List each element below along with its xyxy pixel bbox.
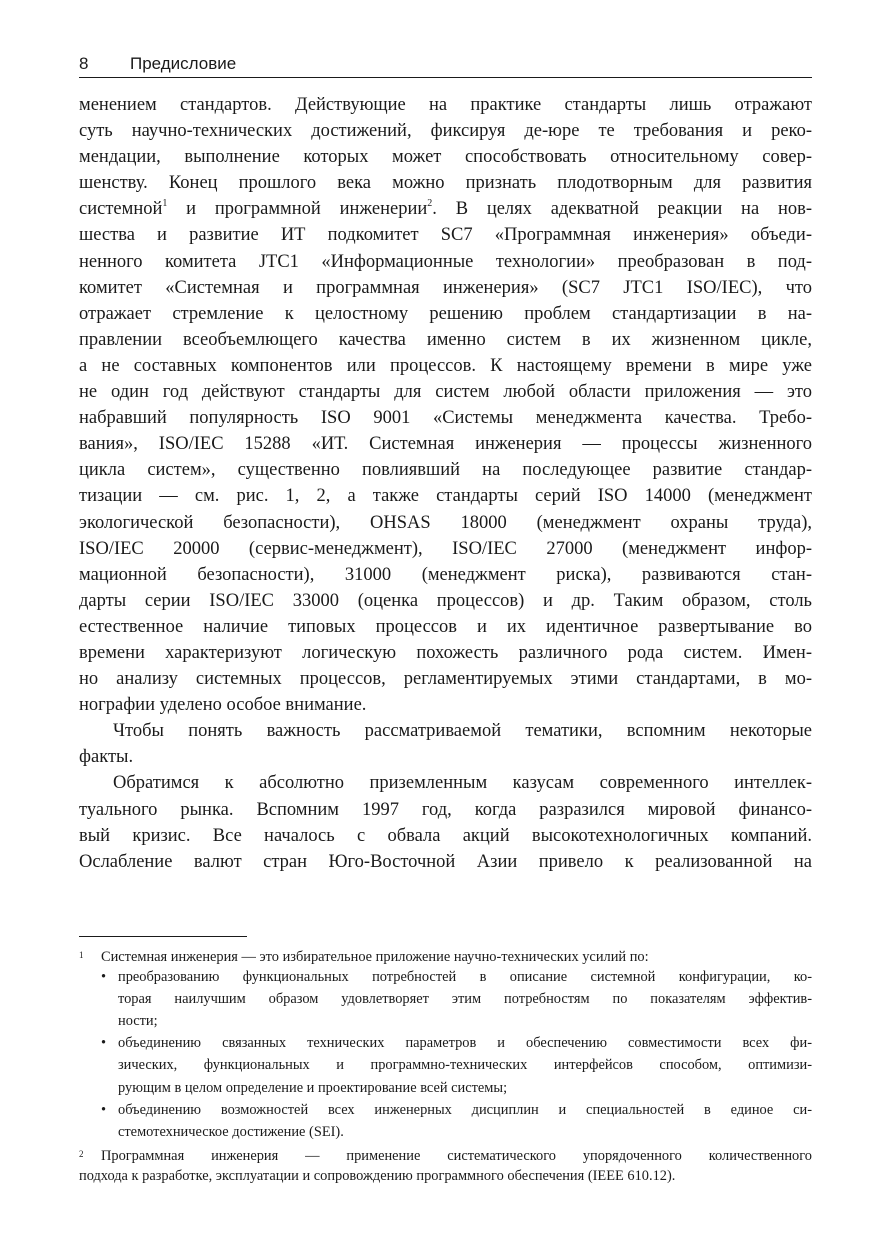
list-item-text: объединению возможностей всех инженерных дисциплин и специальностей в единое си- [118, 1101, 812, 1118]
text-line: факты. [79, 747, 134, 768]
text-fragment: системной [79, 199, 163, 220]
text-line: правлении всеобъемлющего качества именно систем в их жизненном цикле, [79, 329, 812, 350]
list-item-text: преобразованию функциональных потребностей в описание системной конфигурации, ко- [118, 969, 812, 986]
list-item-line: стемотехническое достижение (SEI). [118, 1123, 344, 1140]
list-item-line: ности; [118, 1013, 158, 1030]
footnotes [79, 944, 812, 1187]
text-line: Ослабление валют стран Юго-Восточной Азии привело к реализованной на [79, 851, 812, 872]
text-line: нографии уделено особое внимание. [79, 695, 367, 716]
text-line: не один год действуют стандарты для систем любой области приложения — это [79, 382, 812, 403]
main-text [79, 92, 812, 875]
section-title: Предисловие [130, 54, 237, 73]
text-line: набравший популярность ISO 9001 «Системы менеджмента качества. Требо- [79, 408, 812, 429]
list-item [79, 966, 812, 988]
bullet-icon: • [101, 969, 107, 986]
text-line: экологической безопасности), OHSAS 18000 (менеджмент охраны труда), [79, 512, 812, 533]
list-item-text: объединению связанных технических параметров и обеспечению совместимости всех фи- [118, 1035, 812, 1052]
footnote-text: Программная инженерия — применение систематического упорядоченного количественного [101, 1147, 812, 1164]
footnote-number: 1 [79, 950, 84, 960]
text-line: вания», ISO/IEC 15288 «ИТ. Системная инженерия — процессы жизненного [79, 434, 812, 455]
text-line: шенству. Конец прошлого века можно признать плодотворным для развития [79, 173, 812, 194]
footnote-1 [79, 944, 812, 966]
text-line: туального рынка. Вспомним 1997 год, когда разразился мировой финансо- [79, 799, 812, 820]
list-item-line: рующим в целом определение и проектирование всей системы; [118, 1079, 508, 1096]
list-item-line: торая наилучшим образом удовлетворяет этим потребностям по показателям эффектив- [118, 991, 812, 1008]
text-line: а не составных компонентов или процессов. К настоящему времени в мире уже [79, 355, 812, 376]
text-fragment: и программной инженерии [167, 199, 428, 220]
text-line: вый кризис. Все началось с обвала акций высокотехнологичных компаний. [79, 825, 812, 846]
text-line: комитет «Системная и программная инженерия» (SC7 JTC1 ISO/IEC), что [79, 277, 812, 298]
list-item [79, 1099, 812, 1121]
text-line: дарты серии ISO/IEC 33000 (оценка процессов) и др. Таким образом, столь [79, 590, 812, 611]
text-fragment: . В целях адекватной реакции на нов- [432, 199, 812, 220]
page-number: 8 [79, 54, 89, 73]
text-line: мационной безопасности), 31000 (менеджмент риска), развиваются стан- [79, 564, 812, 585]
text-line: суть научно-технических достижений, фиксируя де-юре те требования и реко- [79, 121, 812, 142]
footnote-text: Системная инженерия — это избирательное приложение научно-технических усилий по: [101, 949, 649, 965]
footnote-number: 2 [79, 1148, 84, 1159]
text-line: тизации — см. рис. 1, 2, а также стандарты серий ISO 14000 (менеджмент [79, 486, 812, 507]
text-line: шества и развитие ИТ подкомитет SC7 «Программная инженерия» объеди- [79, 225, 812, 246]
text-line: естественное наличие типовых процессов и их идентичное развертывание во [79, 616, 812, 637]
footnote-line: подхода к разработке, эксплуатации и сопровождению программного обеспечения (IEEE 610.12). [79, 1167, 676, 1184]
text-line: Чтобы понять важность рассматриваемой тематики, вспомним некоторые [113, 721, 812, 742]
bullet-icon: • [101, 1101, 107, 1118]
footnote-ref-1[interactable]: 1 [162, 198, 168, 210]
list-item-line: зических, функциональных и программно-технических интерфейсов способом, оптимизи- [118, 1057, 812, 1074]
text-line-with-footnote-refs [79, 196, 812, 222]
text-line: времени характеризуют логическую похожесть различного рода систем. Имен- [79, 642, 812, 663]
text-line: ненного комитета JTC1 «Информационные технологии» преобразован в под- [79, 251, 812, 272]
text-line: менением стандартов. Действующие на практике стандарты лишь отражают [79, 95, 812, 115]
text-line: мендации, выполнение которых может способствовать относительному совер- [79, 147, 812, 168]
footnote-ref-2[interactable]: 2 [427, 198, 433, 210]
list-item [79, 1032, 812, 1054]
footnote-2 [79, 1143, 812, 1165]
text-line: цикла систем», существенно повлиявший на последующее развитие стандар- [79, 460, 812, 481]
text-line: Обратимся к абсолютно приземленным казусам современного интеллек- [113, 773, 812, 794]
text-line: отражает стремление к целостному решению проблем стандартизации в на- [79, 303, 812, 324]
footnote-divider [79, 936, 247, 937]
running-header [79, 53, 812, 78]
text-line: но анализу системных процессов, регламентируемых этими стандартами, в мо- [79, 669, 812, 690]
text-line: ISO/IEC 20000 (сервис-менеджмент), ISO/IEC 27000 (менеджмент инфор- [79, 538, 812, 559]
bullet-icon: • [101, 1035, 107, 1052]
